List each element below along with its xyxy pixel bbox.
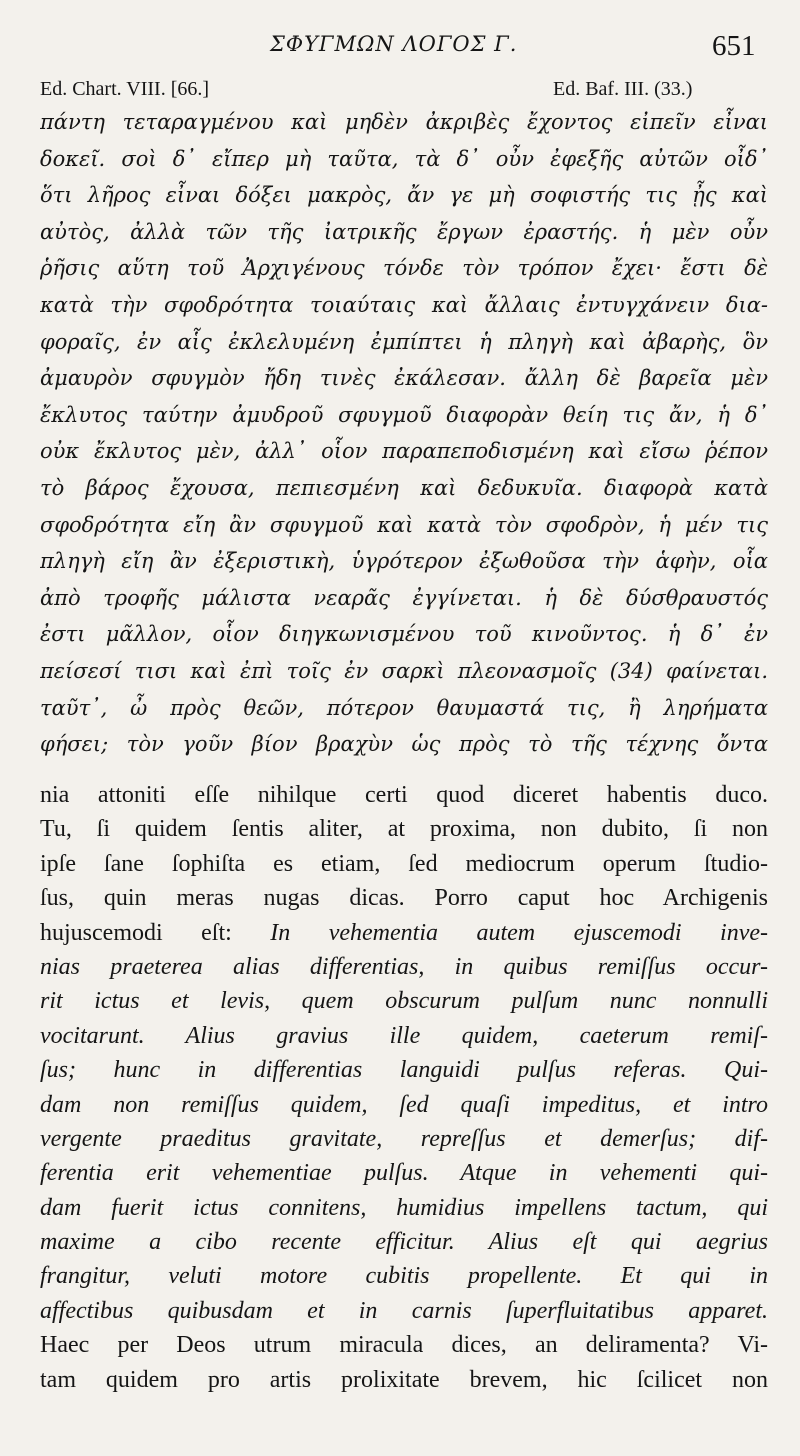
latin-quotation-segment: dam non remiſſus quidem, ſed quaſi impeditus, et intro: [40, 1091, 768, 1118]
latin-quotation-segment: In vehementia autem ejuscemodi inve-: [270, 919, 768, 946]
latin-text-line: [40, 916, 768, 950]
latin-text-segment: Tu, ſi quidem ſentis aliter, at proxima, non dubito, ſi non: [40, 816, 768, 843]
latin-translation-block: [40, 778, 768, 1397]
latin-text-line: [40, 1088, 768, 1122]
latin-text-line: [40, 1019, 768, 1053]
greek-text-line: τὸ βάρος ἔχουσα, πεπιεσμένη καὶ δεδυκυῖα. διαφορὰ κατὰ: [40, 475, 768, 500]
greek-text-line: ἀμαυρὸν σφυγμὸν ἤδη τινὲς ἐκάλεσαν. ἄλλη δὲ βαρεῖα μὲν: [40, 366, 768, 391]
latin-quotation-segment: rit ictus et levis, quem obscurum pulſum nunc nonnulli: [40, 988, 768, 1015]
greek-text-line: πάντη τεταραγμένου καὶ μηδὲν ἀκριβὲς ἔχοντος εἰπεῖν εἶναι: [40, 110, 768, 134]
latin-text-line: [40, 1122, 768, 1156]
latin-text-line: [40, 881, 768, 915]
latin-quotation-segment: affectibus quibusdam et in carnis ſuperfluitatibus apparet.: [40, 1297, 768, 1324]
latin-text-segment: hujuscemodi eſt:: [40, 919, 271, 946]
latin-quotation-segment: nias praeterea alias differentias, in quibus remiſſus occur-: [40, 953, 768, 980]
latin-text-line: [40, 778, 768, 812]
greek-text-line: ἀπὸ τροφῆς μάλιστα νεαρᾶς ἐγγίνεται. ἡ δὲ δύσθραυστός: [40, 585, 768, 610]
latin-text-line: [40, 950, 768, 984]
running-title: ΣΦΥΓΜΩΝ ΛΟΓΟΣ Γ.: [270, 32, 518, 56]
running-head: [0, 30, 800, 64]
latin-text-line: [40, 1191, 768, 1225]
latin-text-segment: ipſe ſane ſophiſta es etiam, ſed mediocrum operum ſtudio-: [40, 850, 768, 877]
greek-text-line: φήσει; τὸν γοῦν βίον βραχὺν ὡς πρὸς τὸ τῆς τέχνης ὄντα: [40, 732, 768, 757]
latin-quotation-segment: maxime a cibo recente efficitur. Alius eſt qui aegrius: [40, 1229, 768, 1256]
greek-text-line: κατὰ τὴν σφοδρότητα τοιαύταις καὶ ἄλλαις ἐντυγχάνειν δια-: [40, 292, 768, 317]
latin-quotation-segment: vocitarunt. Alius gravius ille quidem, caeterum remiſ-: [40, 1022, 768, 1049]
latin-text-line: [40, 812, 768, 846]
page-number: 651: [712, 30, 756, 62]
latin-quotation-segment: ferentia erit vehementiae pulſus. Atque in vehementi qui-: [40, 1160, 768, 1187]
greek-text-line: πείσεσί τισι καὶ ἐπὶ τοῖς ἐν σαρκὶ πλεονασμοῖς (34) φαίνεται.: [40, 658, 768, 683]
latin-text-line: [40, 1363, 768, 1397]
latin-text-segment: tam quidem pro artis prolixitate brevem, hic ſcilicet non: [40, 1366, 768, 1393]
latin-text-line: [40, 1328, 768, 1362]
greek-text-line: φοραῖς, ἐν αἷς ἐκλελυμένη ἐμπίπτει ἡ πληγὴ καὶ ἀβαρὴς, ὃν: [40, 329, 768, 354]
edition-chartier-reference: Ed. Chart. VIII. [66.]: [40, 78, 210, 100]
greek-text-line: ἐστι μᾶλλον, οἷον διηγκωνισμένου τοῦ κινοῦντος. ἡ δ᾽ ἐν: [40, 622, 768, 647]
greek-text-line: ῥῆσις αὕτη τοῦ Ἀρχιγένους τόνδε τὸν τρόπον ἔχει· ἔστι δὲ: [40, 256, 768, 281]
edition-basel-reference: Ed. Baf. III. (33.): [553, 78, 693, 100]
greek-text-line: αὐτὸς, ἀλλὰ τῶν τῆς ἰατρικῆς ἔργων ἐραστής. ἡ μὲν οὖν: [40, 219, 768, 244]
latin-quotation-segment: frangitur, veluti motore cubitis propellente. Et qui in: [40, 1263, 768, 1290]
greek-text-line: πληγὴ εἴη ἂν ἐξεριστικὴ, ὑγρότερον ἐξωθοῦσα τὴν ἁφὴν, οἷα: [40, 549, 768, 574]
latin-quotation-segment: ſus; hunc in differentias languidi pulſus referas. Qui-: [40, 1057, 768, 1084]
greek-text-block: [40, 104, 768, 763]
latin-text-segment: ſus, quin meras nugas dicas. Porro caput hoc Archigenis: [40, 885, 768, 912]
latin-text-line: [40, 1053, 768, 1087]
latin-quotation-segment: dam fuerit ictus connitens, humidius impellens tactum, qui: [40, 1194, 768, 1221]
greek-text-line: ὅτι λῆρος εἶναι δόξει μακρὸς, ἄν γε μὴ σοφιστής τις ᾖς καὶ: [40, 183, 768, 208]
greek-text-line: ἔκλυτος ταύτην ἀμυδροῦ σφυγμοῦ διαφορὰν θείη τις ἄν, ἡ δ᾽: [40, 402, 768, 427]
latin-text-line: [40, 1294, 768, 1328]
greek-text-line: δοκεῖ. σοὶ δ᾽ εἴπερ μὴ ταῦτα, τὰ δ᾽ οὖν ἐφεξῆς αὐτῶν οἶδ᾽: [40, 146, 768, 171]
latin-text-segment: Haec per Deos utrum miracula dices, an deliramenta? Vi-: [40, 1332, 768, 1359]
latin-text-line: [40, 1259, 768, 1293]
greek-text-line: σφοδρότητα εἴη ἂν σφυγμοῦ καὶ κατὰ τὸν σφοδρὸν, ἡ μέν τις: [40, 512, 768, 537]
latin-text-line: [40, 847, 768, 881]
greek-text-line: οὐκ ἔκλυτος μὲν, ἀλλ᾽ οἷον παραπεποδισμένη καὶ εἴσω ῥέπον: [40, 439, 768, 464]
latin-text-line: [40, 1156, 768, 1190]
latin-text-line: [40, 984, 768, 1018]
greek-text-line: ταῦτ᾽, ὦ πρὸς θεῶν, πότερον θαυμαστά τις, ἢ ληρήματα: [40, 695, 768, 720]
latin-text-line: [40, 1225, 768, 1259]
latin-text-segment: nia attoniti eſſe nihilque certi quod diceret habentis duco.: [40, 782, 768, 808]
latin-quotation-segment: vergente praeditus gravitate, repreſſus et demerſus; dif-: [40, 1125, 768, 1152]
